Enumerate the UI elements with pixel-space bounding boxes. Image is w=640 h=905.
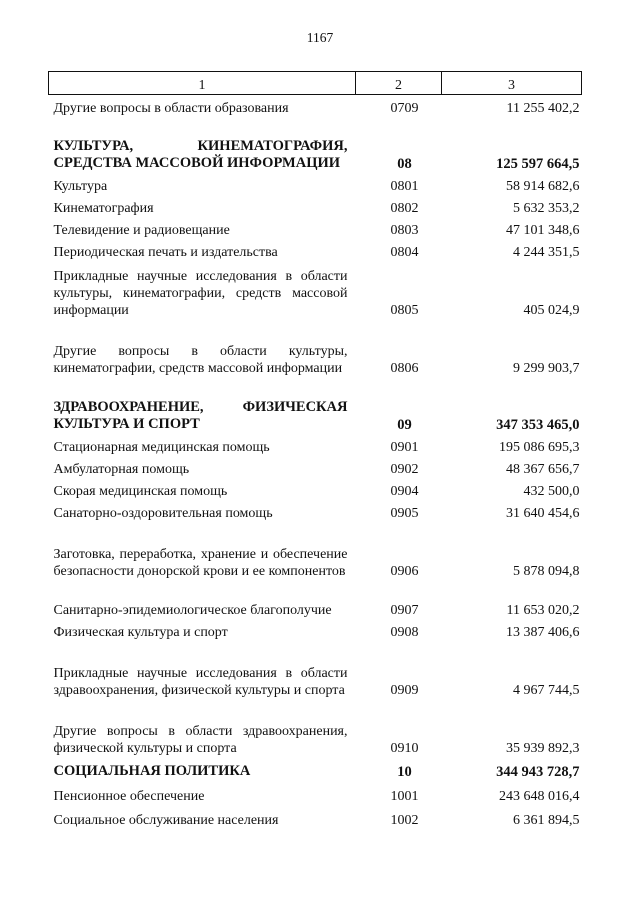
row-name: Заготовка, переработка, хранение и обеспечение безопасности донорской крови и ее компонентов — [53, 546, 348, 579]
row-name: Другие вопросы в области здравоохранения, физической культуры и спорта — [53, 723, 348, 756]
row-amount: 11 653 020,2 — [506, 602, 580, 618]
table-row — [49, 641, 582, 699]
row-amount: 432 500,0 — [523, 483, 580, 499]
row-name: Пенсионное обеспечение — [53, 788, 205, 804]
section-row — [49, 757, 582, 781]
row-code: 0801 — [390, 178, 419, 194]
row-code: 0805 — [390, 302, 419, 318]
table-row — [49, 699, 582, 757]
header-col-3: 3 — [442, 72, 582, 95]
table-row — [49, 500, 582, 522]
row-amount: 11 255 402,2 — [506, 100, 580, 116]
row-code: 0905 — [390, 505, 419, 521]
row-code: 0806 — [390, 360, 419, 376]
page-number: 1167 — [306, 30, 334, 45]
row-amount: 125 597 664,5 — [496, 155, 580, 172]
row-amount: 4 244 351,5 — [513, 244, 580, 260]
row-amount: 405 024,9 — [523, 302, 580, 318]
table-row — [49, 217, 582, 239]
table-row — [49, 781, 582, 805]
row-name: Другие вопросы в области культуры, кинематографии, средств массовой информации — [53, 343, 348, 376]
row-amount: 195 086 695,3 — [499, 439, 580, 455]
row-code: 0908 — [390, 624, 419, 640]
table-row — [49, 239, 582, 261]
section-row — [49, 377, 582, 434]
row-amount: 4 967 744,5 — [513, 682, 580, 698]
row-code: 08 — [397, 155, 412, 172]
section-row — [49, 117, 582, 173]
budget-table — [48, 71, 582, 829]
table-row — [49, 261, 582, 319]
row-name: Стационарная медицинская помощь — [53, 439, 270, 455]
row-name: Телевидение и радиовещание — [53, 222, 230, 238]
row-code: 1001 — [390, 788, 419, 804]
header-col-1: 1 — [49, 72, 356, 95]
row-code: 0804 — [390, 244, 419, 260]
row-amount: 13 387 406,6 — [506, 624, 580, 640]
row-amount: 5 632 353,2 — [513, 200, 580, 216]
row-name: Культура — [53, 178, 108, 194]
row-name: ЗДРАВООХРАНЕНИЕ, ФИЗИЧЕСКАЯ КУЛЬТУРА И СПОРТ — [53, 398, 348, 432]
row-code: 0906 — [390, 563, 419, 579]
row-code: 0803 — [390, 222, 419, 238]
row-code: 09 — [397, 416, 412, 433]
row-amount: 47 101 348,6 — [506, 222, 580, 238]
row-name: СОЦИАЛЬНАЯ ПОЛИТИКА — [53, 763, 251, 779]
table-row — [49, 434, 582, 456]
row-amount: 344 943 728,7 — [496, 763, 580, 780]
row-name: КУЛЬТУРА, КИНЕМАТОГРАФИЯ, СРЕДСТВА МАССОВОЙ ИНФОРМАЦИИ — [53, 137, 348, 171]
table-row — [49, 173, 582, 195]
row-amount: 9 299 903,7 — [513, 360, 580, 376]
row-amount: 58 914 682,6 — [506, 178, 580, 194]
row-code: 0907 — [390, 602, 419, 618]
row-code: 0709 — [390, 100, 419, 116]
row-amount: 35 939 892,3 — [506, 740, 580, 756]
row-name: Физическая культура и спорт — [53, 624, 228, 640]
row-name: Другие вопросы в области образования — [53, 100, 289, 116]
row-name: Периодическая печать и издательства — [53, 244, 278, 260]
table-row — [49, 805, 582, 829]
row-amount: 243 648 016,4 — [499, 788, 580, 804]
row-amount: 347 353 465,0 — [496, 416, 580, 433]
row-amount: 6 361 894,5 — [513, 812, 580, 828]
header-col-2: 2 — [356, 72, 442, 95]
table-row — [49, 580, 582, 619]
row-amount: 31 640 454,6 — [506, 505, 580, 521]
table-row — [49, 195, 582, 217]
row-name: Кинематография — [53, 200, 154, 216]
row-code: 0904 — [390, 483, 419, 499]
table-row — [49, 619, 582, 641]
row-code: 0802 — [390, 200, 419, 216]
row-code: 10 — [397, 763, 412, 780]
row-name: Социальное обслуживание населения — [53, 812, 279, 828]
row-code: 0902 — [390, 461, 419, 477]
row-amount: 48 367 656,7 — [506, 461, 580, 477]
row-code: 0901 — [390, 439, 419, 455]
row-name: Скорая медицинская помощь — [53, 483, 228, 499]
row-name: Прикладные научные исследования в области культуры, кинематографии, средств массовой информации — [53, 268, 348, 318]
table-row — [49, 478, 582, 500]
row-name: Амбулаторная помощь — [53, 461, 190, 477]
row-name: Санаторно-оздоровительная помощь — [53, 505, 273, 521]
row-amount: 5 878 094,8 — [513, 563, 580, 579]
table-row — [49, 95, 582, 117]
table-row — [49, 522, 582, 580]
table-header-row — [49, 72, 582, 95]
row-code: 0910 — [390, 740, 419, 756]
row-code: 1002 — [390, 812, 419, 828]
row-name: Санитарно-эпидемиологическое благополучие — [53, 602, 332, 618]
table-row — [49, 456, 582, 478]
row-name: Прикладные научные исследования в области здравоохранения, физической культуры и спорта — [53, 665, 348, 698]
row-code: 0909 — [390, 682, 419, 698]
table-row — [49, 319, 582, 377]
